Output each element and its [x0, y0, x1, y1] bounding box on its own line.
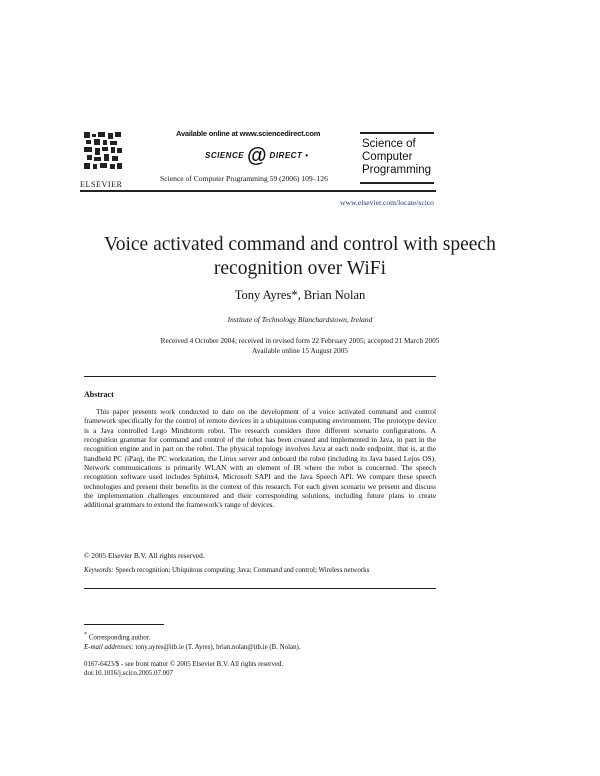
- elsevier-tree-icon: [80, 128, 128, 180]
- sciencedirect-dots-icon: •: [305, 151, 309, 160]
- journal-logo-top-rule: [360, 132, 434, 134]
- keywords-list: Speech recognition; Ubiquitous computing; Java; Command and control; Wireless networks: [115, 567, 370, 574]
- abstract-body: This paper presents work conducted to date on the development of a voice activated command and control framework specifically for the control of remote devices in a ubiquitous computing environment. The prototype device is a Java controlled Lego Mindstorm robot. The research considers three different scenario configurations. A recognition grammar for command and control of the robot has been created and implemented in Java, in part in the recognition engine and in part on the robot. The physical topology involves Java at each node endpoint, that is, at the handheld PC (iPaq), the PC workstation, the Linux server and onboard the robot (including its Java based Lejos OS). Network communications is primarily WLAN with an element of IR where the robot is concerned. The speech recognition software used includes Sphinx4, Microsoft SAPI and the Java Speech API. We compare these speech technologies and present their benefits in the context of this research. For each given scenario we present and discuss the implementation challenges encountered and their corresponding solutions, including future plans to create additional grammars to extend the framework's range of devices.: [84, 407, 436, 510]
- journal-logo: [362, 138, 431, 177]
- sciencedirect-logo-right: DIRECT: [269, 151, 303, 160]
- footnote-rule: [84, 624, 164, 625]
- elsevier-logo: [80, 128, 128, 180]
- footnote: [84, 631, 301, 652]
- article-affiliation: Institute of Technology Blanchardstown, Ireland: [227, 315, 373, 324]
- available-online-text: Available online at www.sciencedirect.com: [176, 129, 321, 138]
- sciencedirect-logo: [205, 141, 309, 167]
- journal-name-line1: Science of: [362, 138, 416, 150]
- keywords-line: [84, 567, 369, 574]
- sciencedirect-logo-left: SCIENCE: [205, 151, 245, 160]
- footnote-label: Corresponding author.: [88, 634, 151, 642]
- abstract-heading: Abstract: [84, 390, 114, 399]
- article-dates-online: Available online 15 August 2005: [252, 346, 348, 355]
- publisher-name: ELSEVIER: [80, 180, 123, 189]
- journal-url-link[interactable]: www.elsevier.com/locate/scico: [340, 198, 434, 207]
- journal-citation: Science of Computer Programming 59 (2006) 109–126: [160, 174, 328, 183]
- article-title: Voice activated command and control with speech recognition over WiFi: [104, 234, 496, 279]
- article-dates: [60, 336, 540, 356]
- footnote-emails: tony.ayres@itb.ie (T. Ayres), brian.nolan@itb.ie (B. Nolan).: [135, 643, 301, 651]
- footnote-email-label: E-mail addresses:: [84, 643, 134, 651]
- front-matter-doi[interactable]: doi:10.1016/j.scico.2005.07.007: [84, 670, 173, 678]
- keywords-label: Keywords:: [84, 567, 114, 574]
- journal-logo-bottom-rule: [360, 182, 434, 184]
- abstract-bottom-rule: [84, 588, 436, 589]
- sciencedirect-at-icon: @: [246, 145, 267, 167]
- abstract-top-rule: [84, 376, 436, 377]
- footnote-marker: *: [84, 632, 87, 638]
- journal-name-line2: Computer: [362, 151, 413, 163]
- article-authors: Tony Ayres*, Brian Nolan: [234, 288, 366, 302]
- header-rule: [80, 190, 436, 192]
- journal-name-line3: Programming: [362, 164, 432, 176]
- abstract-copyright: © 2005 Elsevier B.V. All rights reserved.: [84, 551, 205, 560]
- front-matter: [84, 660, 283, 678]
- front-matter-issn: 0167-6423/$ - see front matter © 2005 Elsevier B.V. All rights reserved.: [84, 661, 284, 668]
- article-dates-received: Received 4 October 2004; received in revised form 22 February 2005; accepted 21 March 2005: [160, 336, 440, 345]
